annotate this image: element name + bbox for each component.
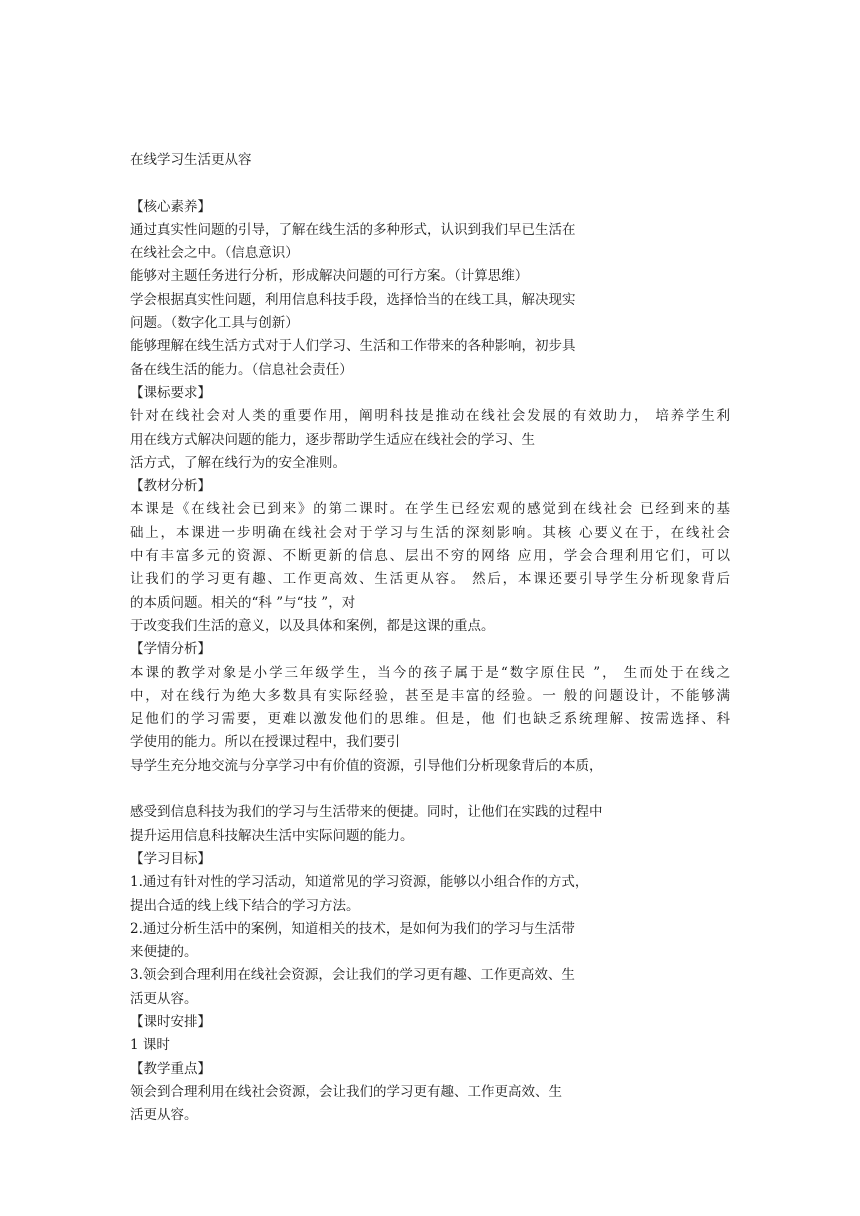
text-line: 领会到合理利用在线社会资源，会让我们的学习更有趣、工作更高效、生 (130, 1083, 562, 1100)
text-line: 活更从容。 (130, 1107, 198, 1124)
text-line: 的本质问题。相关的“科 ”与“技 ”，对 (130, 594, 356, 611)
text-line: 能够理解在线生活方式对于人们学习、生活和工作带来的各种影响，初步具 (130, 338, 576, 355)
text-line: 活方式，了解在线行为的安全准则。 (130, 454, 346, 471)
text-line: 中，对在线行为绝大多数具有实际经验，甚至是丰富的经验。一 般的问题设计，不能够满 (130, 687, 730, 704)
text-line: 2.通过分析生活中的案例，知道相关的技术，是如何为我们的学习与生活带 (130, 920, 575, 937)
text-line: 1 课时 (130, 1037, 170, 1054)
blank-line (130, 778, 730, 801)
text-line: 让我们的学习更有趣、工作更高效、生活更从容。 然后，本课还要引导学生分析现象背后 (130, 571, 730, 588)
text-line: 通过真实性问题的引导，了解在线生活的多种形式，认识到我们早已生活在 (130, 221, 576, 238)
text-line: 学使用的能力。所以在授课过程中，我们要引 (130, 734, 400, 751)
section-heading: 【学习目标】 (130, 850, 211, 867)
document-title: 在线学习生活更从容 (130, 152, 252, 168)
document-body (130, 172, 730, 1127)
text-line: 中有丰富多元的资源、不断更新的信息、层出不穷的网络 应用，学会合理利用它们，可以 (130, 548, 730, 565)
document-page (130, 149, 730, 1127)
section-heading: 【核心素养】 (130, 198, 211, 215)
text-line: 础上，本课进一步明确在线社会对于学习与生活的深刻影响。其核 心要义在于，在线社会 (130, 524, 730, 541)
section-heading: 【课标要求】 (130, 384, 211, 401)
text-line: 于改变我们生活的意义，以及具体和案例，都是这课的重点。 (130, 617, 495, 634)
text-line: 活更从容。 (130, 990, 198, 1007)
section-heading: 【学情分析】 (130, 641, 211, 658)
section-heading: 【课时安排】 (130, 1013, 211, 1030)
text-line: 导学生充分地交流与分享学习中有价值的资源，引导他们分析现象背后的本质， (130, 757, 603, 774)
text-line: 来便捷的。 (130, 944, 198, 961)
text-line: 本课是《在线社会已到来》的第二课时。在学生已经宏观的感觉到在线社会 已经到来的基 (130, 501, 730, 518)
text-line: 在线社会之中。（信息意识） (130, 245, 299, 262)
text-line: 提出合适的线上线下结合的学习方法。 (130, 897, 360, 914)
text-line: 足他们的学习需要，更难以激发他们的思维。但是，他 们也缺乏系统理解、按需选择、科 (130, 711, 730, 728)
section-heading: 【教学重点】 (130, 1060, 211, 1077)
text-line: 备在线生活的能力。（信息社会责任） (130, 361, 353, 378)
text-line: 1.通过有针对性的学习活动，知道常见的学习资源，能够以小组合作的方式， (130, 874, 589, 891)
text-line: 问题。（数字化工具与创新） (130, 315, 299, 332)
text-line: 用在线方式解决问题的能力，逐步帮助学生适应在线社会的学习、生 (130, 431, 535, 448)
text-line: 本课的教学对象是小学三年级学生，当今的孩子属于是“数字原住民 ”， 生而处于在线之 (130, 664, 730, 681)
text-line: 学会根据真实性问题，利用信息科技手段，选择恰当的在线工具，解决现实 (130, 291, 576, 308)
text-line: 感受到信息科技为我们的学习与生活带来的便捷。同时，让他们在实践的过程中 (130, 804, 603, 821)
text-line: 针对在线社会对人类的重要作用，阐明科技是推动在线社会发展的有效助力， 培养学生利 (130, 408, 730, 425)
text-line: 提升运用信息科技解决生活中实际问题的能力。 (130, 827, 414, 844)
blank-line (130, 172, 730, 195)
text-line: 能够对主题任务进行分析，形成解决问题的可行方案。（计算思维） (130, 268, 529, 285)
section-heading: 【教材分析】 (130, 478, 211, 495)
text-line: 3.领会到合理利用在线社会资源，会让我们的学习更有趣、工作更高效、生 (130, 967, 575, 984)
